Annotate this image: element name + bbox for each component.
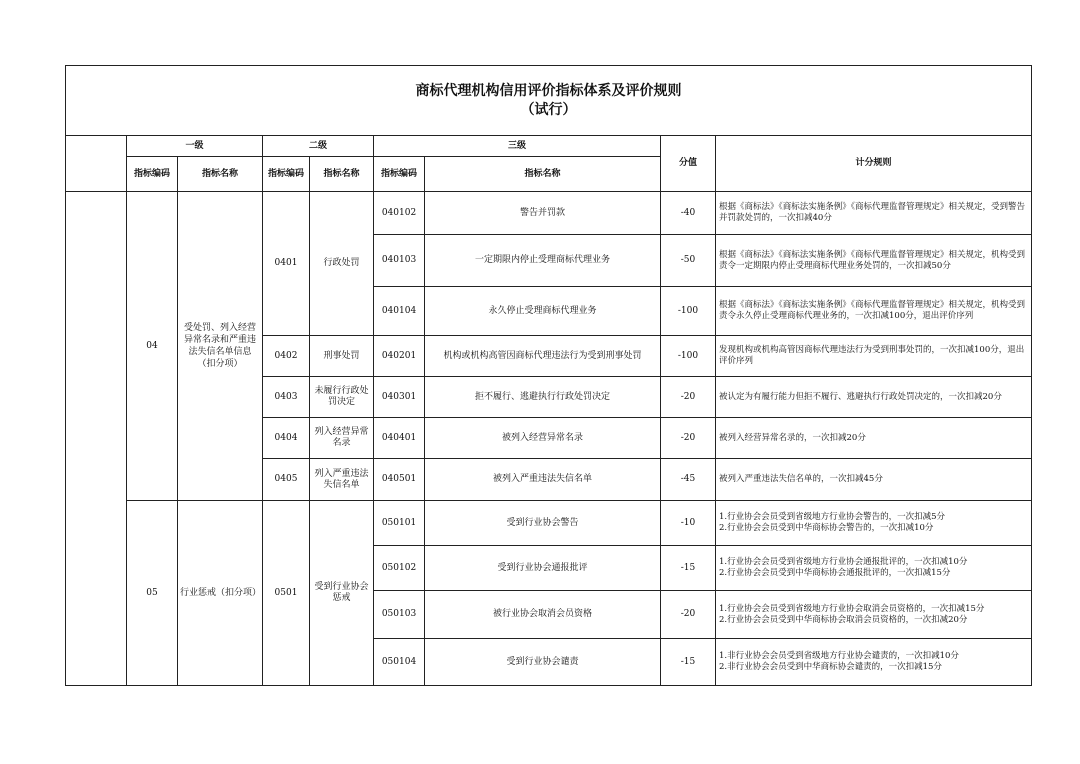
group-04-code: 04 — [127, 192, 178, 501]
row-rule: 被列入严重违法失信名单的，一次扣减45分 — [716, 459, 1032, 501]
group-05-code: 05 — [127, 501, 178, 686]
row-rule: 根据《商标法》《商标法实施条例》《商标代理监督管理规定》相关规定，受到警告并罚款处罚的，一次扣减40分 — [716, 192, 1032, 235]
l2-0402-name: 刑事处罚 — [310, 336, 374, 377]
row-score: -20 — [661, 377, 716, 418]
title-main: 商标代理机构信用评价指标体系及评价规则 — [415, 82, 682, 99]
header-l3-name: 指标名称 — [425, 157, 661, 192]
header-level3: 三级 — [374, 136, 661, 157]
row-code: 040104 — [374, 287, 425, 336]
row-name: 受到行业协会谴责 — [425, 639, 661, 686]
row-rule: 1.行业协会会员受到省级地方行业协会取消会员资格的，一次扣减15分 2.行业协会会员受到中华商标协会取消会员资格的，一次扣减20分 — [716, 591, 1032, 639]
row-name: 受到行业协会警告 — [425, 501, 661, 546]
l2-0401-name: 行政处罚 — [310, 192, 374, 336]
blank-header-cell — [66, 136, 127, 192]
row-name: 被列入经营异常名录 — [425, 418, 661, 459]
l2-0404-name: 列入经营异常名录 — [310, 418, 374, 459]
header-l1-code: 指标编码 — [127, 157, 178, 192]
row-code: 040301 — [374, 377, 425, 418]
evaluation-table — [65, 65, 1032, 686]
table-row — [66, 501, 1032, 546]
row-name: 受到行业协会通报批评 — [425, 546, 661, 591]
row-rule: 根据《商标法》《商标法实施条例》《商标代理监督管理规定》相关规定，机构受到责令永久停止受理商标代理业务的，一次扣减100分，退出评价序列 — [716, 287, 1032, 336]
row-rule: 1.非行业协会会员受到省级地方行业协会谴责的，一次扣减10分 2.非行业协会会员受到中华商标协会谴责的，一次扣减15分 — [716, 639, 1032, 686]
row-code: 050103 — [374, 591, 425, 639]
row-rule: 1.行业协会会员受到省级地方行业协会通报批评的，一次扣减10分 2.行业协会会员受到中华商标协会通报批评的，一次扣减15分 — [716, 546, 1032, 591]
header-l2-name: 指标名称 — [310, 157, 374, 192]
row-score: -50 — [661, 235, 716, 287]
row-rule: 被认定为有履行能力但拒不履行、逃避执行行政处罚决定的，一次扣减20分 — [716, 377, 1032, 418]
header-rule: 计分规则 — [716, 136, 1032, 192]
row-name: 拒不履行、逃避执行行政处罚决定 — [425, 377, 661, 418]
l2-0403-name: 未履行行政处罚决定 — [310, 377, 374, 418]
group-04-name: 受处罚、列入经营异常名录和严重违法失信名单信息（扣分项） — [178, 192, 263, 501]
l2-0401-code: 0401 — [263, 192, 310, 336]
l2-0501-name: 受到行业协会惩戒 — [310, 501, 374, 686]
header-l2-code: 指标编码 — [263, 157, 310, 192]
row-name: 永久停止受理商标代理业务 — [425, 287, 661, 336]
row-code: 050102 — [374, 546, 425, 591]
row-score: -100 — [661, 336, 716, 377]
row-code: 040102 — [374, 192, 425, 235]
row-code: 040401 — [374, 418, 425, 459]
row-code: 050104 — [374, 639, 425, 686]
row-rule: 根据《商标法》《商标法实施条例》《商标代理监督管理规定》相关规定，机构受到责令一定期限内停止受理商标代理业务处罚的，一次扣减50分 — [716, 235, 1032, 287]
row-rule: 1.行业协会会员受到省级地方行业协会警告的，一次扣减5分 2.行业协会会员受到中华商标协会警告的，一次扣减10分 — [716, 501, 1032, 546]
row-name: 一定期限内停止受理商标代理业务 — [425, 235, 661, 287]
row-name: 警告并罚款 — [425, 192, 661, 235]
left-blank-column — [66, 192, 127, 686]
row-code: 040103 — [374, 235, 425, 287]
row-score: -15 — [661, 639, 716, 686]
header-level1: 一级 — [127, 136, 263, 157]
row-score: -20 — [661, 418, 716, 459]
l2-0403-code: 0403 — [263, 377, 310, 418]
row-code: 040201 — [374, 336, 425, 377]
table-row — [66, 192, 1032, 235]
l2-0405-name: 列入严重违法失信名单 — [310, 459, 374, 501]
row-rule: 发现机构或机构高管因商标代理违法行为受到刑事处罚的，一次扣减100分，退出评价序列 — [716, 336, 1032, 377]
header-level2: 二级 — [263, 136, 374, 157]
row-code: 050101 — [374, 501, 425, 546]
row-name: 机构或机构高管因商标代理违法行为受到刑事处罚 — [425, 336, 661, 377]
row-name: 被列入严重违法失信名单 — [425, 459, 661, 501]
group-05-name: 行业惩戒（扣分项） — [178, 501, 263, 686]
l2-0405-code: 0405 — [263, 459, 310, 501]
row-score: -15 — [661, 546, 716, 591]
row-score: -10 — [661, 501, 716, 546]
header-l3-code: 指标编码 — [374, 157, 425, 192]
title-sub: （试行） — [520, 101, 577, 118]
row-score: -45 — [661, 459, 716, 501]
header-l1-name: 指标名称 — [178, 157, 263, 192]
row-score: -40 — [661, 192, 716, 235]
l2-0501-code: 0501 — [263, 501, 310, 686]
row-score: -100 — [661, 287, 716, 336]
page-title — [66, 66, 1032, 136]
header-score: 分值 — [661, 136, 716, 192]
row-code: 040501 — [374, 459, 425, 501]
row-rule: 被列入经营异常名录的，一次扣减20分 — [716, 418, 1032, 459]
l2-0404-code: 0404 — [263, 418, 310, 459]
row-name: 被行业协会取消会员资格 — [425, 591, 661, 639]
l2-0402-code: 0402 — [263, 336, 310, 377]
row-score: -20 — [661, 591, 716, 639]
